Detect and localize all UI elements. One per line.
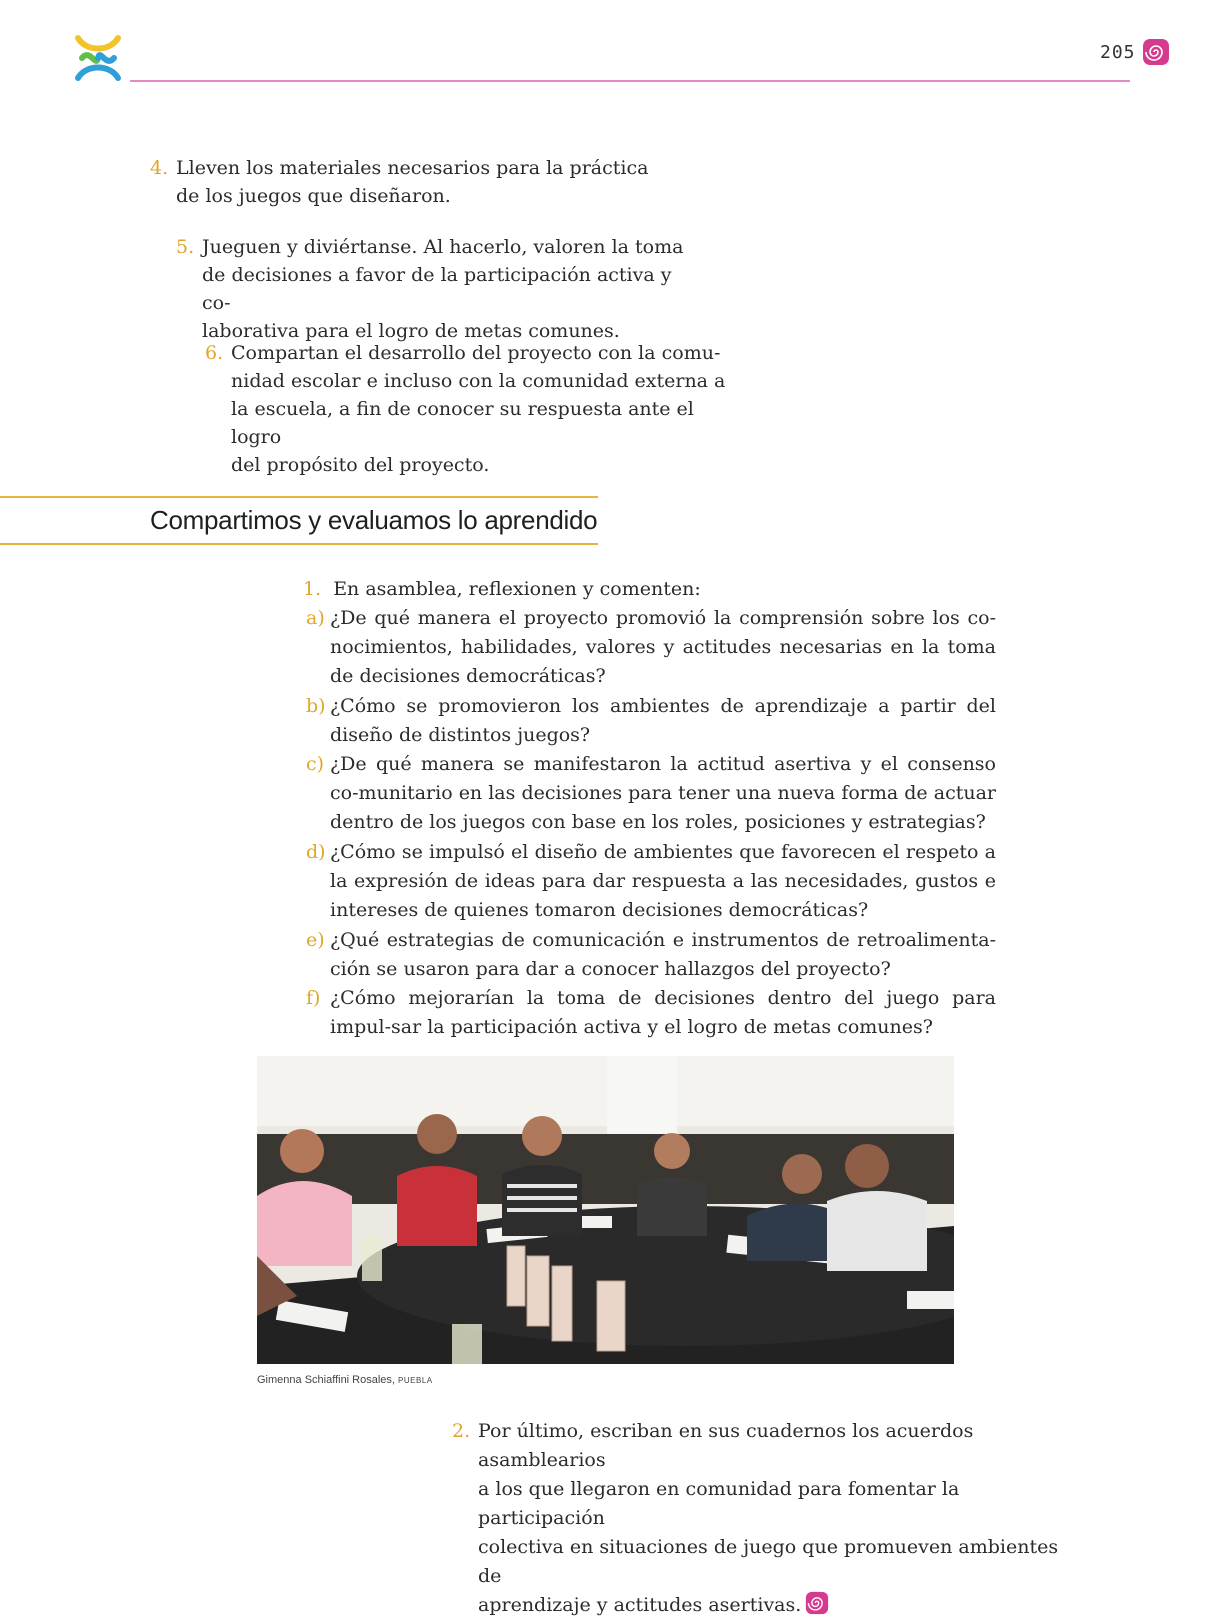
step-number: 4. bbox=[150, 157, 169, 179]
question-e bbox=[306, 926, 996, 984]
step-line: aprendizaje y actitudes asertivas. bbox=[478, 1594, 802, 1616]
step-line-last bbox=[478, 1591, 1072, 1620]
spiral-ornament-icon bbox=[805, 1591, 829, 1615]
question-text: ¿Cómo se impulsó el diseño de ambientes que favorecen el respeto a la expresión de ideas para dar respuesta a las necesidades, gustos e intereses de quienes tomaron decisiones democráticas? bbox=[330, 841, 996, 921]
step-5 bbox=[176, 233, 696, 345]
question-f bbox=[306, 984, 996, 1042]
photo-credit-place: PUEBLA bbox=[398, 1376, 433, 1385]
step-line: a los que llegaron en comunidad para fomentar la participación bbox=[478, 1478, 960, 1529]
step-line: laborativa para el logro de metas comunes. bbox=[202, 320, 620, 342]
step-line: de decisiones a favor de la participación activa y co- bbox=[202, 264, 672, 314]
classroom-meeting-photo bbox=[257, 1056, 954, 1364]
header-rule bbox=[130, 80, 1130, 82]
section-rule-top bbox=[0, 496, 598, 498]
question-text: ¿De qué manera se manifestaron la actitud asertiva y el consenso co-munitario en las decisiones para tener una nueva forma de actuar dentro de los juegos con base en los roles, posiciones y estrategias? bbox=[330, 753, 996, 833]
step-number: 6. bbox=[205, 342, 224, 364]
step-6 bbox=[205, 339, 735, 479]
spiral-ornament-icon bbox=[1142, 38, 1170, 66]
step-4 bbox=[150, 154, 650, 210]
step-line: nidad escolar e incluso con la comunidad externa a bbox=[231, 370, 726, 392]
step-line: Por último, escriban en sus cuadernos los acuerdos asamblearios bbox=[478, 1420, 974, 1471]
question-letter: d) bbox=[306, 841, 326, 863]
question-letter: c) bbox=[306, 753, 325, 775]
question-c bbox=[306, 750, 996, 837]
step-line: Lleven los materiales necesarios para la práctica bbox=[176, 157, 649, 179]
step-line: de los juegos que diseñaron. bbox=[176, 185, 451, 207]
question-d bbox=[306, 838, 996, 925]
step-line: del propósito del proyecto. bbox=[231, 454, 490, 476]
step-line: colectiva en situaciones de juego que promueven ambientes de bbox=[478, 1536, 1059, 1587]
photo-credit bbox=[257, 1374, 433, 1386]
step-line: la escuela, a fin de conocer su respuesta ante el logro bbox=[231, 398, 694, 448]
photo-credit-name: Gimenna Schiaffini Rosales, bbox=[257, 1374, 395, 1386]
question-letter: a) bbox=[306, 607, 325, 629]
question-letter: e) bbox=[306, 929, 325, 951]
question-letter: b) bbox=[306, 695, 326, 717]
section-rule-bottom bbox=[0, 543, 598, 545]
step-number: 1. bbox=[303, 578, 322, 600]
question-text: ¿Cómo se promovieron los ambientes de aprendizaje a partir del diseño de distintos juegos? bbox=[330, 695, 996, 746]
step-final bbox=[452, 1417, 1072, 1620]
question-letter: f) bbox=[306, 987, 321, 1009]
question-a bbox=[306, 604, 996, 691]
section-title: Compartimos y evaluamos lo aprendido bbox=[150, 505, 598, 535]
question-b bbox=[306, 692, 996, 750]
step-line: Jueguen y diviértanse. Al hacerlo, valoren la toma bbox=[202, 236, 684, 258]
step-number: 2. bbox=[452, 1420, 471, 1442]
step-line: Compartan el desarrollo del proyecto con la comu- bbox=[231, 342, 721, 364]
assembly-intro bbox=[303, 575, 701, 603]
assembly-intro-text: En asamblea, reflexionen y comenten: bbox=[333, 578, 701, 600]
book-logo-icon bbox=[72, 32, 124, 84]
question-text: ¿Qué estrategias de comunicación e instrumentos de retroalimenta-ción se usaron para dar a conocer hallazgos del proyecto? bbox=[330, 929, 996, 980]
step-number: 5. bbox=[176, 236, 195, 258]
question-text: ¿Cómo mejorarían la toma de decisiones dentro del juego para impul-sar la participación activa y el logro de metas comunes? bbox=[330, 987, 996, 1038]
page-number: 205 bbox=[1100, 42, 1136, 63]
question-text: ¿De qué manera el proyecto promovió la comprensión sobre los co-nocimientos, habilidades, valores y actitudes necesarias en la toma de decisiones democráticas? bbox=[330, 607, 996, 687]
